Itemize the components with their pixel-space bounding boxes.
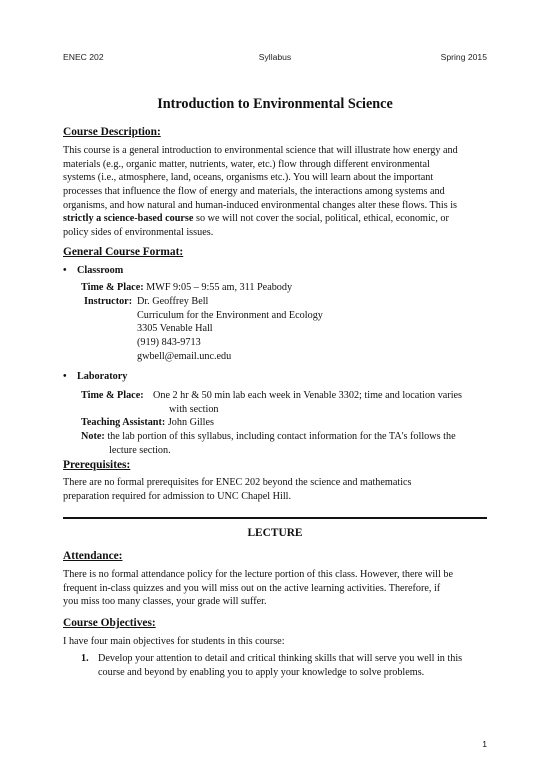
- ta-value: John Gilles: [167, 417, 214, 428]
- note-value-cont: lecture section.: [109, 444, 171, 456]
- paragraph-line: This course is a general introduction to environmental science that will illustrate how energy and: [63, 145, 458, 156]
- time-place-label: Time & Place:: [81, 282, 144, 293]
- classroom-bullet: [63, 265, 123, 276]
- paragraph-line: processes that influence the flow of energy and materials, the interactions among systems and: [63, 186, 445, 198]
- attendance-heading: Attendance:: [63, 550, 123, 562]
- prerequisites-heading: Prerequisites:: [63, 459, 131, 471]
- prerequisites-body: [63, 476, 493, 503]
- emphasis-text: strictly a science-based course: [63, 213, 194, 225]
- note-label: Note:: [81, 431, 105, 442]
- paragraph-line: [63, 212, 493, 226]
- paragraph-line: organisms, and how natural and human-induced environmental changes alter these flows. This is: [63, 199, 458, 211]
- section-divider: [63, 517, 487, 519]
- lecture-heading: LECTURE: [247, 527, 303, 539]
- lab-time-details: [153, 389, 462, 416]
- lab-time-place-label: Time & Place:: [81, 390, 144, 401]
- objective-item-1: [98, 652, 462, 679]
- instructor-name: Dr. Geoffrey Bell: [137, 296, 209, 307]
- paragraph-line: I have four main objectives for students in this course:: [63, 636, 285, 647]
- classroom-time-row: [81, 281, 292, 295]
- lab-time-label-row: [81, 389, 144, 403]
- paragraph-line: you miss too many classes, your grade will suffer.: [63, 596, 267, 608]
- instructor-label: Instructor:: [84, 296, 133, 307]
- paragraph-line: policy sides of environmental issues.: [63, 227, 214, 239]
- running-header: [63, 52, 487, 66]
- note-value: the lab portion of this syllabus, including contact information for the TA's follows the: [107, 431, 456, 442]
- ta-label: Teaching Assistant:: [81, 417, 166, 428]
- instructor-department: Curriculum for the Environment and Ecology: [137, 309, 323, 321]
- general-format-heading: General Course Format:: [63, 246, 184, 258]
- header-course-code: ENEC 202: [63, 52, 104, 62]
- bullet-icon: •: [63, 265, 67, 276]
- paragraph-line: There is no formal attendance policy for the lecture portion of this class. However, there will be: [63, 569, 453, 580]
- document-title: Introduction to Environmental Science: [157, 96, 393, 112]
- page-number: 1: [482, 739, 487, 749]
- paragraph-text: so we will not cover the social, political, ethical, economic, or: [193, 213, 449, 225]
- note-row: [81, 430, 456, 457]
- objective-line: course and beyond by enabling you to apply your knowledge to solve problems.: [98, 666, 425, 678]
- course-description-heading: Course Description:: [63, 126, 161, 138]
- laboratory-bullet: [63, 371, 127, 382]
- instructor-phone: (919) 843-9713: [137, 337, 201, 349]
- instructor-details: [137, 295, 323, 364]
- header-term: Spring 2015: [440, 52, 487, 62]
- lab-time-value: One 2 hr & 50 min lab each week in Venable 3302; time and location varies: [153, 390, 463, 401]
- objective-line: Develop your attention to detail and critical thinking skills that will serve you well in this: [98, 653, 463, 664]
- paragraph-line: materials (e.g., organic matter, nutrients, water, etc.) flow through different environmental: [63, 158, 430, 170]
- time-place-value: MWF 9:05 – 9:55 am, 311 Peabody: [146, 282, 293, 293]
- instructor-label-row: [84, 295, 132, 309]
- classroom-label: Classroom: [77, 265, 124, 276]
- instructor-email: gwbell@email.unc.edu: [137, 350, 232, 362]
- bullet-icon: •: [63, 371, 67, 382]
- ta-row: [81, 416, 214, 430]
- lab-time-value-cont: with section: [169, 403, 219, 415]
- objective-number: 1.: [81, 653, 89, 664]
- header-doc-type: Syllabus: [258, 52, 292, 62]
- laboratory-label: Laboratory: [77, 371, 128, 382]
- course-description-body: [63, 144, 493, 240]
- paragraph-line: preparation required for admission to UNC Chapel Hill.: [63, 490, 292, 502]
- instructor-office: 3305 Venable Hall: [137, 323, 213, 335]
- objectives-intro: [63, 635, 493, 649]
- objectives-heading: Course Objectives:: [63, 617, 156, 629]
- paragraph-line: systems (i.e., atmosphere, land, oceans, organisms etc.). You will learn about the important: [63, 172, 434, 184]
- paragraph-line: There are no formal prerequisites for ENEC 202 beyond the science and mathematics: [63, 477, 412, 488]
- paragraph-line: frequent in-class quizzes and you will miss out on the active learning activities. Therefore, if: [63, 582, 441, 594]
- attendance-body: [63, 568, 493, 609]
